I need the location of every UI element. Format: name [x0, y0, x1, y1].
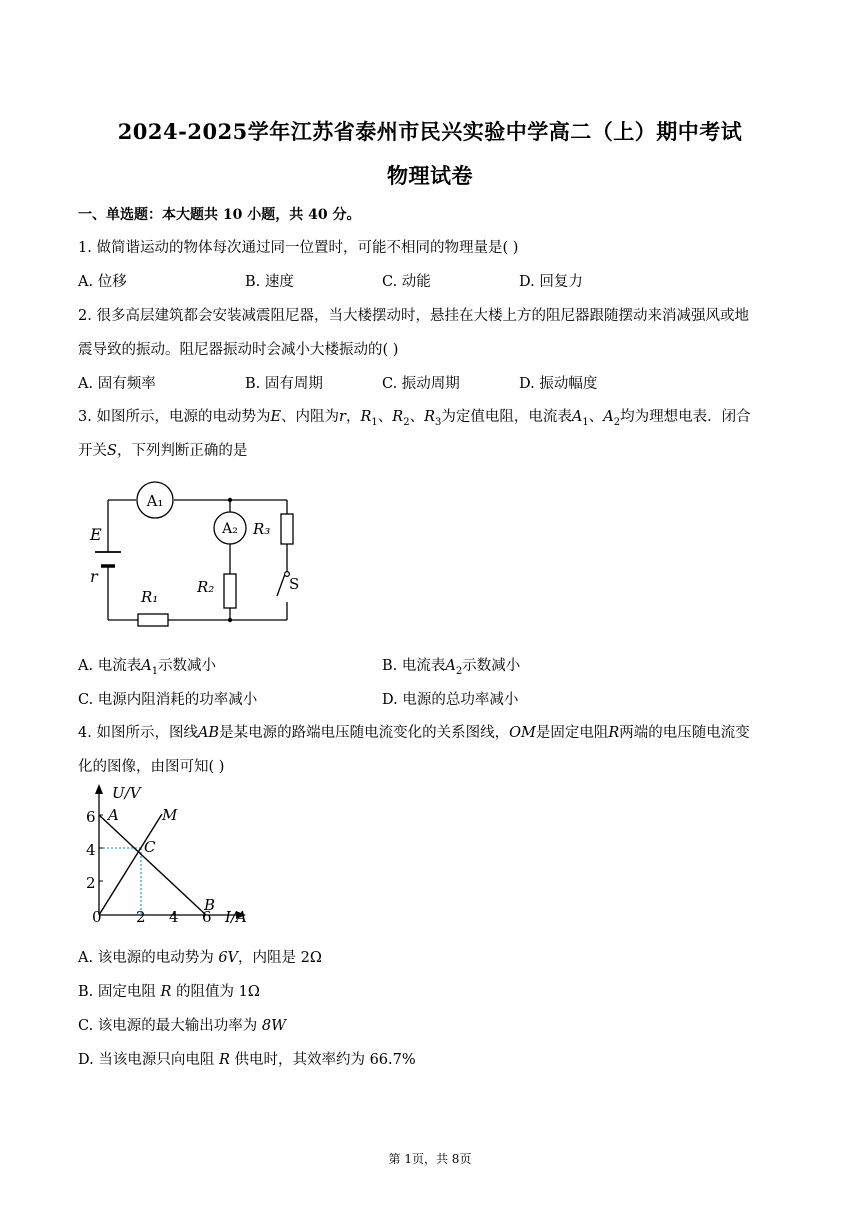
- section-heading: 一、单选题：本大题共 10 小题，共 40 分。: [78, 207, 361, 223]
- resistor-r2: [224, 574, 236, 608]
- q2-option-d: D. 振动幅度: [519, 376, 598, 392]
- question-2-stem-line1: 2. 很多高层建筑都会安装减震阻尼器，当大楼摆动时，悬挂在大楼上方的阻尼器跟随摆动来消减强风或地: [78, 308, 749, 324]
- question-2-stem-line2: 震导致的振动。阻尼器振动时会减小大楼振动的( ): [78, 342, 399, 358]
- q1-option-d: D. 回复力: [519, 274, 583, 290]
- x-tick-2: 2: [136, 908, 146, 926]
- q3-option-a: A. 电流表$A_1$示数减小: [78, 658, 217, 677]
- resistor-r3: [281, 514, 293, 544]
- ammeter-a1-label: A₁: [146, 492, 164, 510]
- question-1-stem: 1. 做简谐运动的物体每次通过同一位置时，可能不相同的物理量是( ): [78, 240, 519, 256]
- internal-resistance-label: r: [90, 567, 98, 586]
- resistor-r1: [138, 614, 168, 626]
- y-axis-label: U/V: [112, 784, 141, 802]
- r1-label: R₁: [141, 588, 159, 606]
- junction-dot: [228, 618, 232, 622]
- q4-option-d: D. 当该电源只向电阻 R 供电时，其效率约为 66.7%: [78, 1052, 416, 1068]
- point-a-label: A: [108, 806, 119, 824]
- y-tick-6: 6: [86, 808, 96, 826]
- x-tick-6: 6: [202, 908, 212, 926]
- junction-dot: [228, 498, 232, 502]
- q4-option-b: B. 固定电阻 R 的阻值为 1Ω: [78, 984, 260, 1000]
- page-number-footer: 第 1页，共 8页: [388, 1152, 472, 1166]
- q1-option-b: B. 速度: [245, 274, 294, 290]
- r2-label: R₂: [197, 578, 215, 596]
- question-3-stem-line1: 3. 如图所示，电源的电动势为E、内阻为r，$R_1$、$R_2$、$R_3$为定值电阻，电流表$A_1$、$A_2$均为理想电表．闭合: [78, 409, 751, 428]
- question-4-stem-line2: 化的图像，由图可知( ): [78, 759, 225, 775]
- q1-option-c: C. 动能: [382, 274, 431, 290]
- exam-subtitle: 物理试卷: [387, 163, 473, 188]
- point-m-label: M: [162, 806, 178, 824]
- q2-option-a: A. 固有频率: [78, 376, 156, 392]
- question-3-stem-line2: 开关S，下列判断正确的是: [78, 443, 248, 459]
- y-tick-4: 4: [86, 841, 96, 859]
- ammeter-a2-label: A₂: [222, 521, 238, 537]
- point-c-label: C: [144, 838, 156, 856]
- q1-option-a: A. 位移: [78, 274, 127, 290]
- switch-label: S: [289, 575, 300, 593]
- q3-option-b: B. 电流表$A_2$示数减小: [382, 658, 521, 677]
- circuit-diagram: [78, 478, 318, 638]
- question-4-stem-line1: 4. 如图所示，图线AB是某电源的路端电压随电流变化的关系图线，OM是固定电阻R两端的电压随电流变: [78, 725, 750, 741]
- q2-option-c: C. 振动周期: [382, 376, 460, 392]
- q3-option-d: D. 电源的总功率减小: [382, 692, 519, 708]
- r3-label: R₃: [253, 520, 271, 538]
- origin-label: 0: [92, 908, 102, 926]
- x-axis-label: I/A: [225, 908, 247, 926]
- q4-option-a: A. 该电源的电动势为 6V，内阻是 2Ω: [78, 950, 322, 966]
- exam-title: 2024-2025学年江苏省泰州市民兴实验中学高二（上）期中考试: [117, 119, 743, 144]
- q2-option-b: B. 固有周期: [245, 376, 323, 392]
- q4-option-c: C. 该电源的最大输出功率为 8W: [78, 1018, 287, 1034]
- q3-option-c: C. 电源内阻消耗的功率减小: [78, 692, 258, 708]
- point-b-label: B: [204, 896, 216, 914]
- x-tick-4: 4: [169, 908, 179, 926]
- emf-label: E: [90, 525, 102, 544]
- y-axis-arrow: [95, 784, 103, 794]
- u-i-graph: [78, 780, 268, 930]
- y-tick-2: 2: [86, 874, 96, 892]
